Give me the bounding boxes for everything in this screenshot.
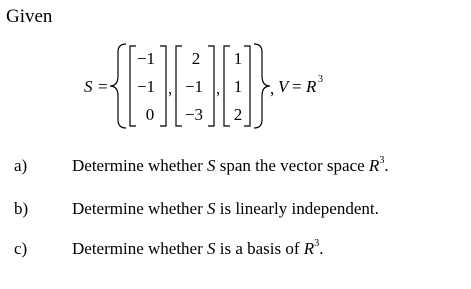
space-equals-sign: =	[292, 77, 302, 96]
equals-sign: =	[98, 77, 108, 96]
question-a-var: S	[207, 156, 216, 175]
vector-2-left-bracket	[176, 46, 182, 126]
vector-2	[176, 46, 214, 126]
question-a-pre: Determine whether	[72, 156, 207, 175]
vector-1-right-bracket	[160, 46, 166, 126]
vector-2-entry-3: −3	[184, 105, 204, 124]
vector-1-entry-2: −1	[136, 77, 156, 96]
vector-1-left-bracket	[130, 46, 136, 126]
vector-3-left-bracket	[224, 46, 230, 126]
comma-2: ,	[216, 79, 221, 98]
question-c-label: c)	[14, 239, 28, 258]
question-c-space: R	[303, 239, 315, 258]
vector-3-right-bracket	[244, 46, 250, 126]
vector-3-entry-3: 2	[233, 105, 243, 124]
comma-1: ,	[168, 79, 173, 98]
equation-graphic	[84, 38, 384, 134]
question-b-var: S	[207, 199, 216, 218]
set-symbol: S	[84, 77, 93, 96]
vector-3	[224, 46, 250, 126]
vector-2-entry-2: −1	[184, 77, 204, 96]
question-a-exp: 3	[379, 155, 385, 166]
vector-1-entry-1: −1	[136, 49, 156, 68]
vector-2-entry-1: 2	[191, 49, 201, 68]
space-symbol: V	[278, 77, 289, 96]
question-a-post: .	[384, 156, 389, 175]
space-exponent: 3	[318, 74, 323, 85]
vector-1-entry-3: 0	[145, 105, 155, 124]
vector-3-entry-1: 1	[233, 49, 243, 68]
question-a-mid: span the vector space	[215, 156, 369, 175]
comma-3: ,	[270, 79, 275, 98]
question-c-post: .	[319, 239, 324, 258]
vector-2-right-bracket	[208, 46, 214, 126]
vector-1	[130, 46, 166, 126]
question-a-text	[72, 156, 389, 176]
question-a-label: a)	[14, 156, 28, 175]
question-b-label: b)	[14, 199, 29, 218]
question-c-exp: 3	[314, 238, 320, 249]
question-a-space: R	[368, 156, 380, 175]
space-value: R	[306, 77, 317, 96]
question-c-var: S	[207, 239, 216, 258]
question-b-mid: is linearly independent.	[215, 199, 379, 218]
left-curly-brace	[110, 44, 126, 128]
question-c-mid: is a basis of	[215, 239, 304, 258]
question-c-text	[72, 239, 323, 259]
given-heading: Given	[6, 6, 53, 27]
question-b-pre: Determine whether	[72, 199, 207, 218]
question-c-pre: Determine whether	[72, 239, 207, 258]
set-definition-equation	[84, 38, 384, 134]
right-curly-brace	[254, 44, 270, 128]
question-b-text	[72, 199, 379, 219]
vector-3-entry-2: 1	[233, 77, 243, 96]
